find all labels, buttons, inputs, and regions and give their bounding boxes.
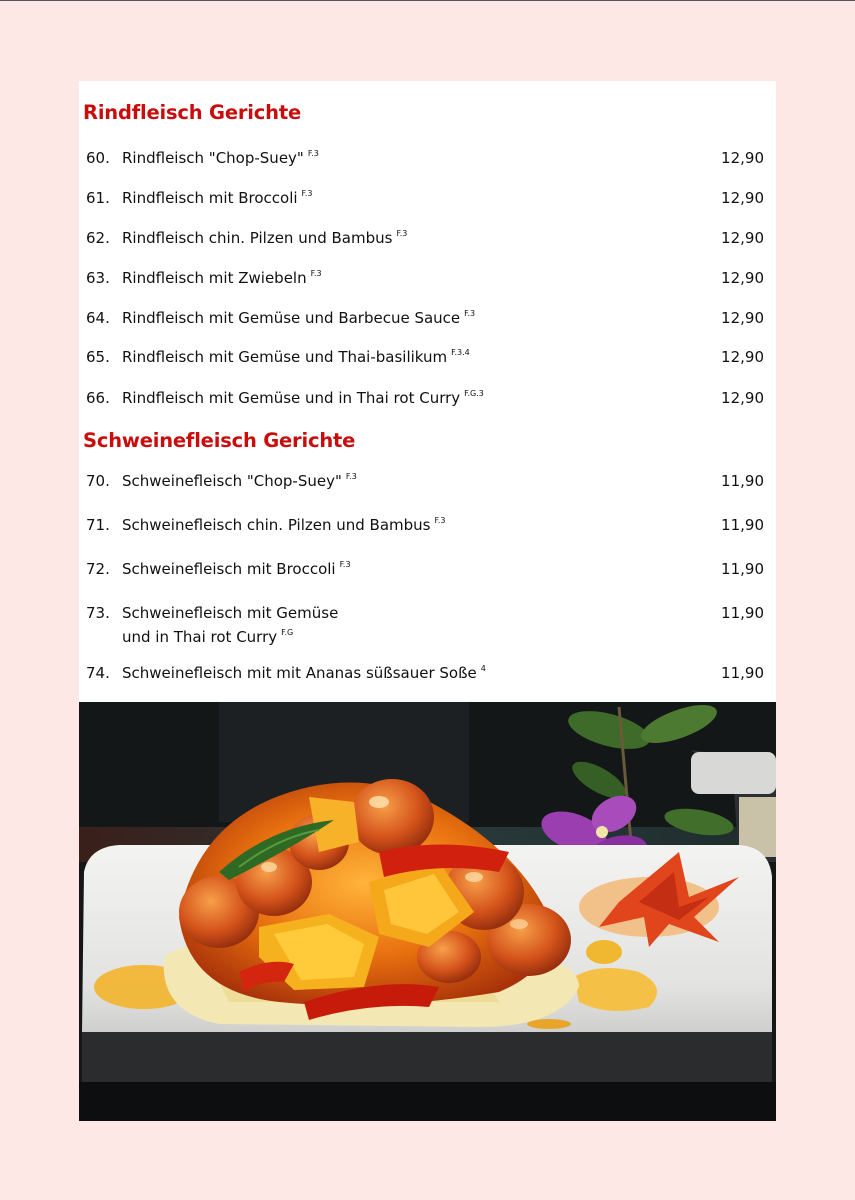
item-name-wrap: [122, 347, 470, 370]
item-name-wrap: [122, 471, 357, 494]
item-number: 71.: [86, 516, 110, 534]
allergen-codes: F.3: [345, 472, 357, 481]
item-name: Schweinefleisch "Chop-Suey": [122, 472, 342, 490]
item-name: Schweinefleisch chin. Pilzen und Bambus: [122, 516, 431, 534]
item-name: Schweinefleisch mit Broccoli: [122, 560, 336, 578]
item-name: Rindfleisch mit Gemüse und Thai-basilikum: [122, 348, 448, 366]
item-price: 12,90: [721, 389, 764, 407]
menu-sheet: [79, 81, 776, 702]
item-price: 12,90: [721, 149, 764, 167]
allergen-codes: F.3: [464, 309, 476, 318]
item-name-wrap: [122, 228, 407, 251]
item-name-wrap: [122, 188, 313, 211]
allergen-codes: F.3: [434, 516, 446, 525]
item-number: 64.: [86, 309, 110, 327]
item-name: Rindfleisch mit Gemüse und Barbecue Sauce: [122, 309, 461, 327]
item-number: 61.: [86, 189, 110, 207]
item-name-wrap: [122, 308, 475, 331]
item-price: 12,90: [721, 269, 764, 287]
item-number: 70.: [86, 472, 110, 490]
item-price: 12,90: [721, 348, 764, 366]
item-name-wrap: [122, 663, 486, 686]
allergen-codes: F.G: [281, 628, 294, 637]
allergen-codes: 4: [480, 664, 486, 673]
page-top-border: [0, 0, 855, 1]
item-price: 12,90: [721, 189, 764, 207]
section-title-beef: Rindfleisch Gerichte: [83, 101, 301, 124]
item-number: 66.: [86, 389, 110, 407]
item-name-wrap: [122, 559, 351, 582]
item-number: 73.: [86, 604, 110, 622]
item-name-wrap: [122, 515, 445, 538]
allergen-codes: F.3: [307, 149, 319, 158]
item-price: 12,90: [721, 229, 764, 247]
item-price: 11,90: [721, 560, 764, 578]
item-price: 11,90: [721, 664, 764, 682]
item-price: 11,90: [721, 604, 764, 622]
item-name: Rindfleisch mit Gemüse und in Thai rot Curry: [122, 389, 461, 407]
item-name-line2: und in Thai rot Curry: [122, 628, 278, 646]
item-number: 72.: [86, 560, 110, 578]
item-name: Rindfleisch mit Zwiebeln: [122, 269, 307, 287]
item-name: Rindfleisch "Chop-Suey": [122, 149, 304, 167]
item-number: 74.: [86, 664, 110, 682]
section-title-pork: Schweinefleisch Gerichte: [83, 429, 356, 452]
food-photo: [79, 702, 776, 1121]
item-name: Schweinefleisch mit mit Ananas süßsauer Soße: [122, 664, 477, 682]
food-photo-icon: [79, 702, 776, 1121]
allergen-codes: F.3: [396, 229, 408, 238]
item-number: 62.: [86, 229, 110, 247]
allergen-codes: F.3: [301, 189, 313, 198]
item-name: Rindfleisch mit Broccoli: [122, 189, 298, 207]
allergen-codes: F.3: [310, 269, 322, 278]
item-number: 63.: [86, 269, 110, 287]
allergen-codes: F.3.4: [451, 348, 470, 357]
item-name: Rindfleisch chin. Pilzen und Bambus: [122, 229, 393, 247]
allergen-codes: F.G.3: [464, 389, 484, 398]
item-name-wrap: [122, 388, 484, 411]
item-name: Schweinefleisch mit Gemüse: [122, 604, 339, 622]
item-price: 11,90: [721, 472, 764, 490]
item-price: 11,90: [721, 516, 764, 534]
item-number: 65.: [86, 348, 110, 366]
item-name-line2-wrap: [122, 627, 293, 650]
item-name-wrap: [122, 148, 319, 171]
item-name-wrap: [122, 268, 322, 291]
item-price: 12,90: [721, 309, 764, 327]
item-number: 60.: [86, 149, 110, 167]
allergen-codes: F.3: [339, 560, 351, 569]
